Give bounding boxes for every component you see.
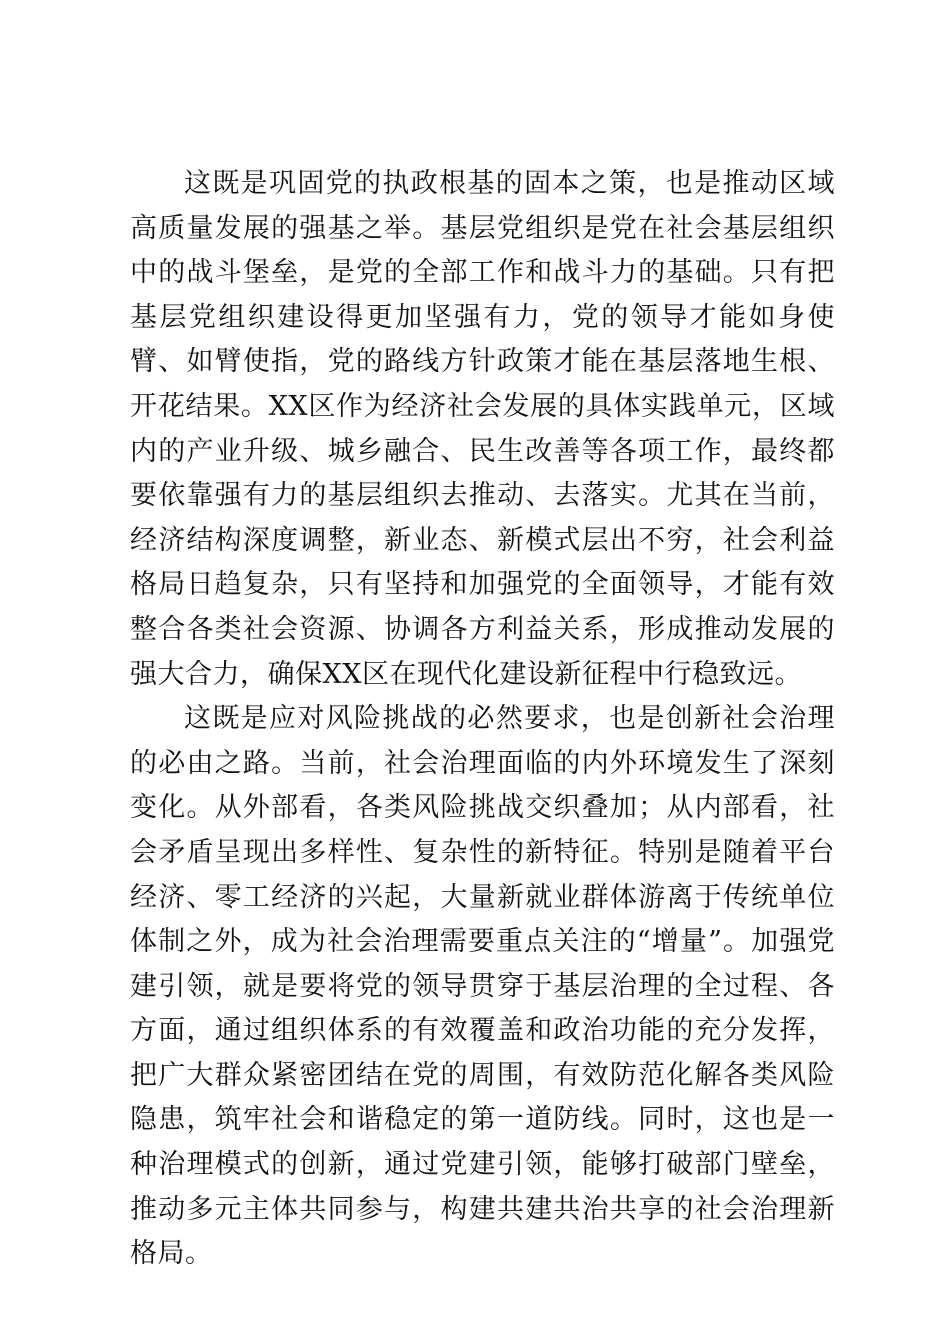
document-page: [130, 162, 835, 1277]
paragraph-1: 这既是巩固党的执政根基的固本之策，也是推动区域高质量发展的强基之举。基层党组织是党在社会基层组织中的战斗堡垒，是党的全部工作和战斗力的基础。只有把基层党组织建设得更加坚强有力，党的领导才能如身使臂、如臂使指，党的路线方针政策才能在基层落地生根、开花结果。XX区作为经济社会发展的具体实践单元，区域内的产业升级、城乡融合、民生改善等各项工作，最终都要依靠强有力的基层组织去推动、去落实。尤其在当前，经济结构深度调整，新业态、新模式层出不穷，社会利益格局日趋复杂，只有坚持和加强党的全面领导，才能有效整合各类社会资源、协调各方利益关系，形成推动发展的强大合力，确保XX区在现代化建设新征程中行稳致远。: [130, 168, 835, 690]
paragraph-2: 这既是应对风险挑战的必然要求，也是创新社会治理的必由之路。当前，社会治理面临的内外环境发生了深刻变化。从外部看，各类风险挑战交织叠加；从内部看，社会矛盾呈现出多样性、复杂性的新特征。特别是随着平台经济、零工经济的兴起，大量新就业群体游离于传统单位体制之外，成为社会治理需要重点关注的“增量”。加强党建引领，就是要将党的领导贯穿于基层治理的全过程、各方面，通过组织体系的有效覆盖和政治功能的充分发挥，把广大群众紧密团结在党的周围，有效防范化解各类风险隐患，筑牢社会和谐稳定的第一道防线。同时，这也是一种治理模式的创新，通过党建引领，能够打破部门壁垒，推动多元主体共同参与，构建共建共治共享的社会治理新格局。: [130, 703, 835, 1270]
